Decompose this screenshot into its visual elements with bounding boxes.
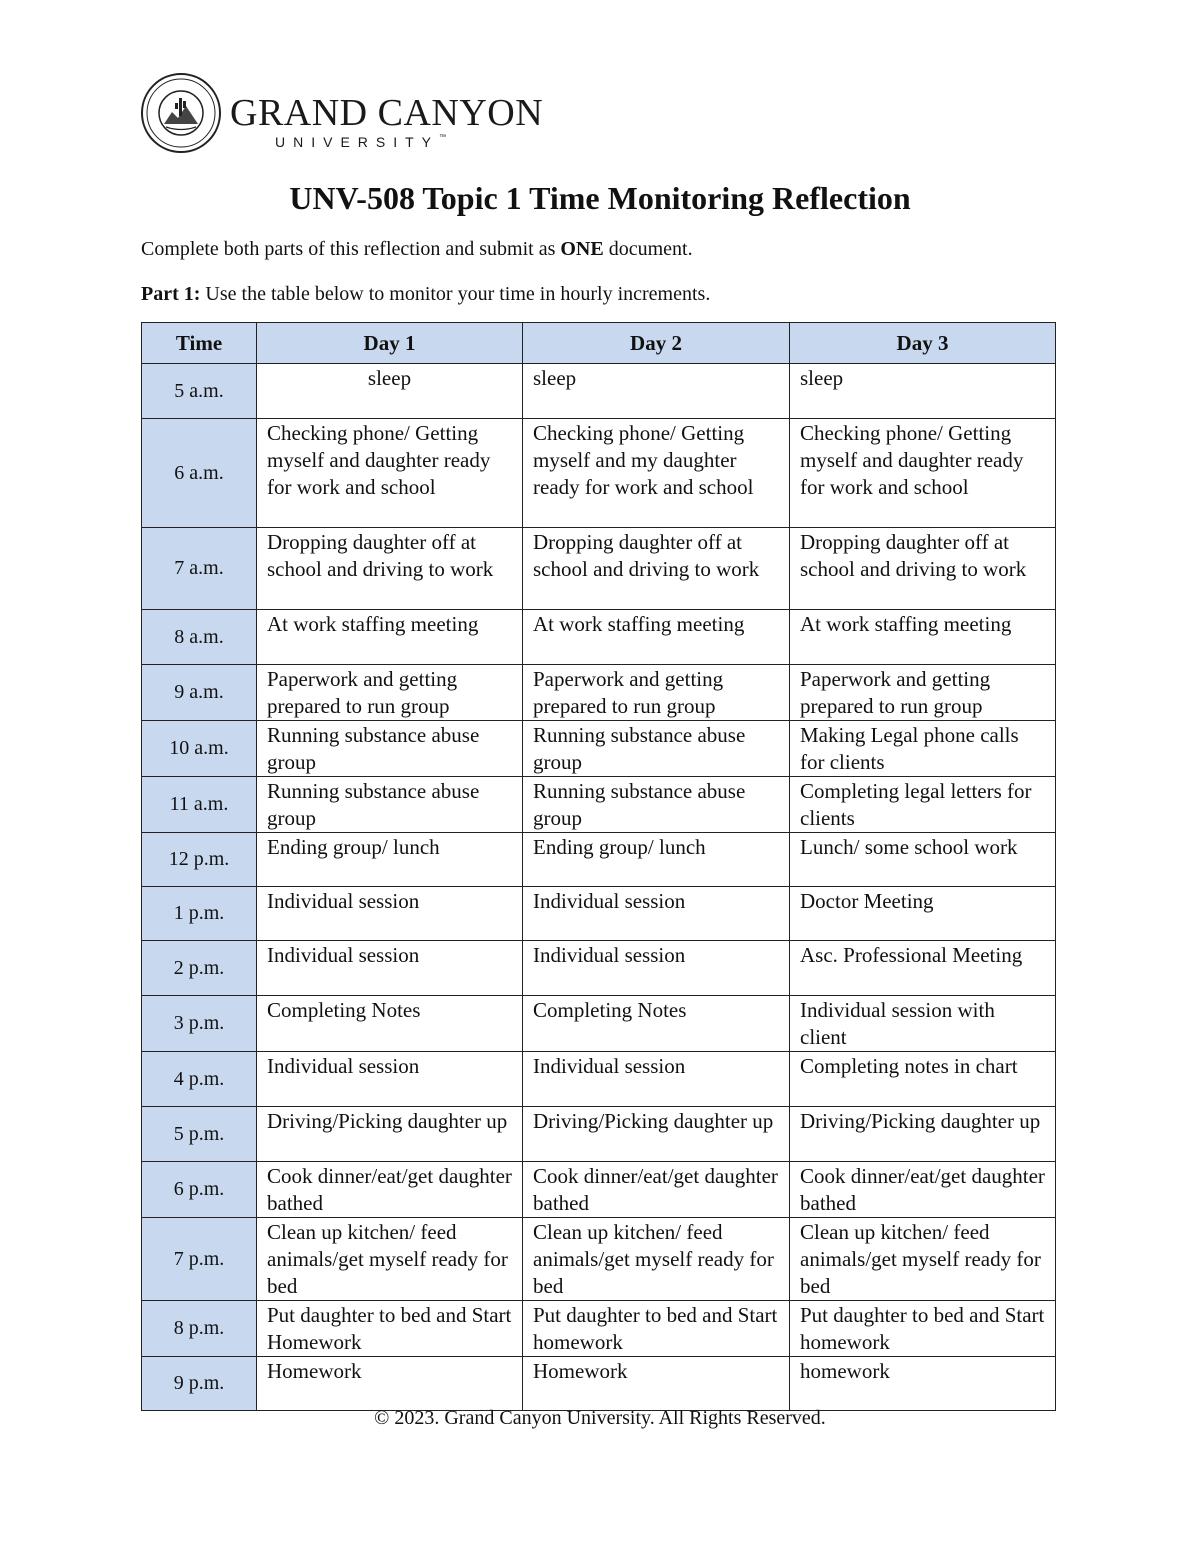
document-title: UNV-508 Topic 1 Time Monitoring Reflection bbox=[289, 180, 911, 216]
table-row bbox=[142, 833, 1056, 887]
part1-instructions: Part 1: Use the table below to monitor your time in hourly increments. bbox=[141, 283, 711, 305]
time-monitoring-table bbox=[141, 322, 1056, 1411]
table-row bbox=[142, 1301, 1056, 1357]
day1-cell: At work staffing meeting bbox=[257, 610, 523, 665]
table-header-row bbox=[142, 323, 1056, 364]
time-cell: 4 p.m. bbox=[142, 1052, 257, 1107]
day2-cell: Running substance abuse group bbox=[523, 721, 790, 777]
intro-text: Complete both parts of this reflection and submit as ONE document. bbox=[141, 238, 693, 260]
time-cell: 9 a.m. bbox=[142, 665, 257, 721]
day2-cell: sleep bbox=[523, 364, 790, 419]
day3-cell: Put daughter to bed and Start homework bbox=[790, 1301, 1056, 1357]
header-day1: Day 1 bbox=[257, 323, 523, 364]
time-cell: 7 p.m. bbox=[142, 1218, 257, 1301]
table-row bbox=[142, 1107, 1056, 1162]
day1-cell: Running substance abuse group bbox=[257, 721, 523, 777]
day3-cell: Individual session with client bbox=[790, 996, 1056, 1052]
time-cell: 8 p.m. bbox=[142, 1301, 257, 1357]
time-cell: 5 p.m. bbox=[142, 1107, 257, 1162]
day3-cell: Making Legal phone calls for clients bbox=[790, 721, 1056, 777]
day3-cell: At work staffing meeting bbox=[790, 610, 1056, 665]
time-cell: 12 p.m. bbox=[142, 833, 257, 887]
time-cell: 3 p.m. bbox=[142, 996, 257, 1052]
day2-cell: Homework bbox=[523, 1357, 790, 1411]
table-row bbox=[142, 1357, 1056, 1411]
day1-cell: Dropping daughter off at school and driving to work bbox=[257, 528, 523, 610]
day1-cell: Individual session bbox=[257, 887, 523, 941]
day2-cell: Individual session bbox=[523, 1052, 790, 1107]
day3-cell: Checking phone/ Getting myself and daughter ready for work and school bbox=[790, 419, 1056, 528]
day1-cell: Completing Notes bbox=[257, 996, 523, 1052]
day2-cell: Checking phone/ Getting myself and my daughter ready for work and school bbox=[523, 419, 790, 528]
day2-cell: Completing Notes bbox=[523, 996, 790, 1052]
time-cell: 6 p.m. bbox=[142, 1162, 257, 1218]
table-row bbox=[142, 1218, 1056, 1301]
day1-cell: Paperwork and getting prepared to run group bbox=[257, 665, 523, 721]
day3-cell: Clean up kitchen/ feed animals/get myself ready for bed bbox=[790, 1218, 1056, 1301]
day2-cell: Dropping daughter off at school and driving to work bbox=[523, 528, 790, 610]
day3-cell: Completing legal letters for clients bbox=[790, 777, 1056, 833]
day2-cell: Running substance abuse group bbox=[523, 777, 790, 833]
day3-cell: sleep bbox=[790, 364, 1056, 419]
time-cell: 9 p.m. bbox=[142, 1357, 257, 1411]
table-row bbox=[142, 941, 1056, 996]
day1-cell: sleep bbox=[257, 364, 523, 419]
time-cell: 1 p.m. bbox=[142, 887, 257, 941]
table-row bbox=[142, 1162, 1056, 1218]
day3-cell: Asc. Professional Meeting bbox=[790, 941, 1056, 996]
day1-cell: Driving/Picking daughter up bbox=[257, 1107, 523, 1162]
day2-cell: At work staffing meeting bbox=[523, 610, 790, 665]
table-row bbox=[142, 528, 1056, 610]
time-cell: 8 a.m. bbox=[142, 610, 257, 665]
table-row bbox=[142, 777, 1056, 833]
time-cell: 7 a.m. bbox=[142, 528, 257, 610]
university-logo bbox=[140, 72, 544, 154]
day3-cell: Dropping daughter off at school and driving to work bbox=[790, 528, 1056, 610]
header-day3: Day 3 bbox=[790, 323, 1056, 364]
day1-cell: Checking phone/ Getting myself and daughter ready for work and school bbox=[257, 419, 523, 528]
day2-cell: Put daughter to bed and Start homework bbox=[523, 1301, 790, 1357]
time-cell: 11 a.m. bbox=[142, 777, 257, 833]
table-row bbox=[142, 665, 1056, 721]
table-row bbox=[142, 721, 1056, 777]
table-row bbox=[142, 610, 1056, 665]
day2-cell: Individual session bbox=[523, 887, 790, 941]
day3-cell: Doctor Meeting bbox=[790, 887, 1056, 941]
time-cell: 10 a.m. bbox=[142, 721, 257, 777]
day3-cell: Cook dinner/eat/get daughter bathed bbox=[790, 1162, 1056, 1218]
day3-cell: Paperwork and getting prepared to run group bbox=[790, 665, 1056, 721]
time-cell: 5 a.m. bbox=[142, 364, 257, 419]
day1-cell: Put daughter to bed and Start Homework bbox=[257, 1301, 523, 1357]
copyright-footer: © 2023. Grand Canyon University. All Rights Reserved. bbox=[374, 1407, 826, 1429]
day2-cell: Individual session bbox=[523, 941, 790, 996]
header-time: Time bbox=[142, 323, 257, 364]
time-cell: 2 p.m. bbox=[142, 941, 257, 996]
day1-cell: Homework bbox=[257, 1357, 523, 1411]
day3-cell: Lunch/ some school work bbox=[790, 833, 1056, 887]
table-row bbox=[142, 364, 1056, 419]
table-row bbox=[142, 996, 1056, 1052]
table-row bbox=[142, 419, 1056, 528]
day2-cell: Ending group/ lunch bbox=[523, 833, 790, 887]
time-cell: 6 a.m. bbox=[142, 419, 257, 528]
table-row bbox=[142, 1052, 1056, 1107]
day2-cell: Clean up kitchen/ feed animals/get myself ready for bed bbox=[523, 1218, 790, 1301]
day1-cell: Running substance abuse group bbox=[257, 777, 523, 833]
table-row bbox=[142, 887, 1056, 941]
day2-cell: Paperwork and getting prepared to run group bbox=[523, 665, 790, 721]
day2-cell: Driving/Picking daughter up bbox=[523, 1107, 790, 1162]
day1-cell: Individual session bbox=[257, 941, 523, 996]
day1-cell: Cook dinner/eat/get daughter bathed bbox=[257, 1162, 523, 1218]
logo-wordmark: GRAND CANYON bbox=[230, 92, 544, 134]
logo-subline: UNIVERSITY™ bbox=[275, 134, 447, 150]
header-day2: Day 2 bbox=[523, 323, 790, 364]
day1-cell: Individual session bbox=[257, 1052, 523, 1107]
day1-cell: Ending group/ lunch bbox=[257, 833, 523, 887]
day1-cell: Clean up kitchen/ feed animals/get myself ready for bed bbox=[257, 1218, 523, 1301]
day3-cell: homework bbox=[790, 1357, 1056, 1411]
day2-cell: Cook dinner/eat/get daughter bathed bbox=[523, 1162, 790, 1218]
university-seal-icon bbox=[140, 72, 222, 154]
day3-cell: Driving/Picking daughter up bbox=[790, 1107, 1056, 1162]
day3-cell: Completing notes in chart bbox=[790, 1052, 1056, 1107]
